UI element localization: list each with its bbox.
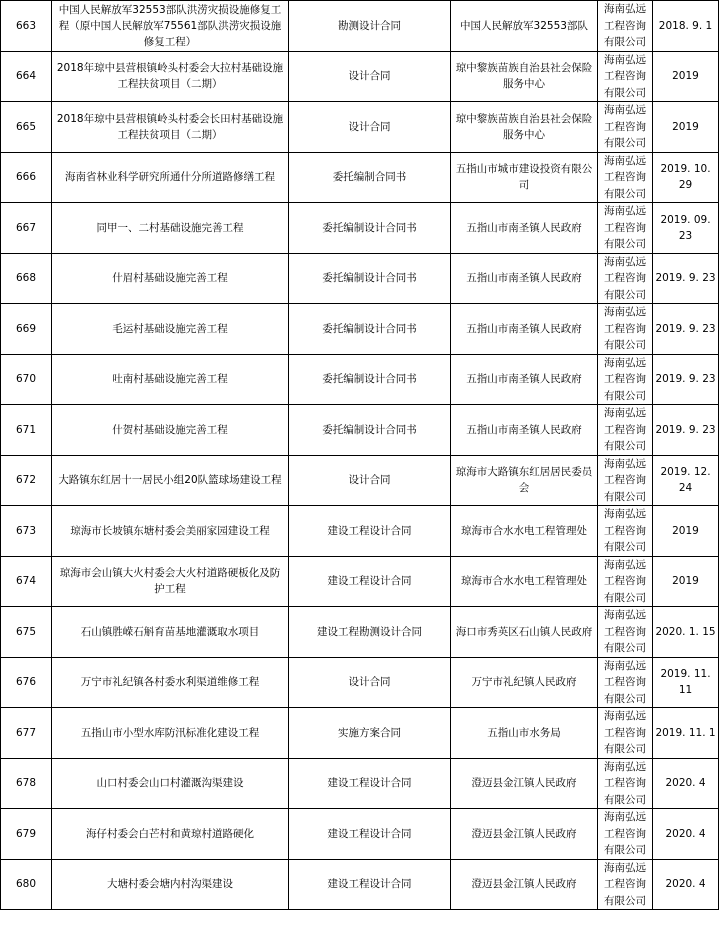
- contract-type: 勘测设计合同: [289, 1, 451, 52]
- consultant-company: 海南弘远工程咨询有限公司: [598, 506, 653, 557]
- consultant-company: 海南弘远工程咨询有限公司: [598, 51, 653, 102]
- client-name: 琼中黎族苗族自治县社会保险服务中心: [451, 102, 598, 153]
- contract-type: 设计合同: [289, 102, 451, 153]
- row-number: 670: [1, 354, 52, 405]
- row-number: 674: [1, 556, 52, 607]
- project-name: 大路镇东红居十一居民小组20队篮球场建设工程: [52, 455, 289, 506]
- contract-date: 2019. 9. 23: [653, 253, 719, 304]
- contract-date: 2019. 9. 23: [653, 405, 719, 456]
- row-number: 678: [1, 758, 52, 809]
- row-number: 667: [1, 203, 52, 254]
- table-row: [1, 152, 719, 203]
- client-name: 五指山市南圣镇人民政府: [451, 304, 598, 355]
- row-number: 663: [1, 1, 52, 52]
- contract-date: 2020. 4: [653, 809, 719, 860]
- contract-date: 2019: [653, 556, 719, 607]
- contract-date: 2019. 09. 23: [653, 203, 719, 254]
- row-number: 666: [1, 152, 52, 203]
- project-name: 2018年琼中县营根镇岭头村委会大拉村基础设施工程扶贫项目（二期）: [52, 51, 289, 102]
- contract-type: 建设工程设计合同: [289, 758, 451, 809]
- consultant-company: 海南弘远工程咨询有限公司: [598, 859, 653, 910]
- contract-date: 2020. 1. 15: [653, 607, 719, 658]
- row-number: 671: [1, 405, 52, 456]
- consultant-company: 海南弘远工程咨询有限公司: [598, 657, 653, 708]
- client-name: 琼海市大路镇东红居居民委员会: [451, 455, 598, 506]
- contract-date: 2019. 11. 1: [653, 708, 719, 759]
- contract-date: 2019: [653, 102, 719, 153]
- contract-date: 2019. 11. 11: [653, 657, 719, 708]
- consultant-company: 海南弘远工程咨询有限公司: [598, 708, 653, 759]
- consultant-company: 海南弘远工程咨询有限公司: [598, 809, 653, 860]
- table-row: [1, 708, 719, 759]
- project-name: 什贺村基础设施完善工程: [52, 405, 289, 456]
- contract-type: 建设工程设计合同: [289, 859, 451, 910]
- consultant-company: 海南弘远工程咨询有限公司: [598, 253, 653, 304]
- row-number: 668: [1, 253, 52, 304]
- contract-type: 建设工程设计合同: [289, 809, 451, 860]
- contract-date: 2020. 4: [653, 859, 719, 910]
- project-name: 中国人民解放军32553部队洪涝灾损设施修复工程（原中国人民解放军75561部队洪涝灾损设施修复工程）: [52, 1, 289, 52]
- contract-date: 2019. 10. 29: [653, 152, 719, 203]
- project-name: 同甲一、二村基础设施完善工程: [52, 203, 289, 254]
- client-name: 澄迈县金江镇人民政府: [451, 809, 598, 860]
- contract-type: 委托编制设计合同书: [289, 405, 451, 456]
- client-name: 五指山市南圣镇人民政府: [451, 354, 598, 405]
- client-name: 琼中黎族苗族自治县社会保险服务中心: [451, 51, 598, 102]
- project-name: 琼海市会山镇大火村委会大火村道路硬板化及防护工程: [52, 556, 289, 607]
- contract-date: 2019. 9. 23: [653, 304, 719, 355]
- table-row: [1, 455, 719, 506]
- row-number: 676: [1, 657, 52, 708]
- contract-type: 设计合同: [289, 657, 451, 708]
- table-row: [1, 758, 719, 809]
- contract-type: 建设工程勘测设计合同: [289, 607, 451, 658]
- project-name: 吐南村基础设施完善工程: [52, 354, 289, 405]
- contract-type: 实施方案合同: [289, 708, 451, 759]
- consultant-company: 海南弘远工程咨询有限公司: [598, 304, 653, 355]
- consultant-company: 海南弘远工程咨询有限公司: [598, 405, 653, 456]
- project-name: 毛运村基础设施完善工程: [52, 304, 289, 355]
- row-number: 672: [1, 455, 52, 506]
- client-name: 五指山市水务局: [451, 708, 598, 759]
- row-number: 673: [1, 506, 52, 557]
- consultant-company: 海南弘远工程咨询有限公司: [598, 758, 653, 809]
- contract-type: 委托编制设计合同书: [289, 203, 451, 254]
- consultant-company: 海南弘远工程咨询有限公司: [598, 152, 653, 203]
- client-name: 五指山市南圣镇人民政府: [451, 405, 598, 456]
- table-row: [1, 102, 719, 153]
- contract-date: 2019: [653, 506, 719, 557]
- client-name: 万宁市礼纪镇人民政府: [451, 657, 598, 708]
- table-row: [1, 859, 719, 910]
- contract-type: 设计合同: [289, 51, 451, 102]
- table-row: [1, 809, 719, 860]
- row-number: 664: [1, 51, 52, 102]
- project-name: 琼海市长坡镇东塘村委会美丽家园建设工程: [52, 506, 289, 557]
- project-name: 2018年琼中县营根镇岭头村委会长田村基础设施工程扶贫项目（二期）: [52, 102, 289, 153]
- row-number: 680: [1, 859, 52, 910]
- project-name: 海仔村委会白芒村和黄琼村道路硬化: [52, 809, 289, 860]
- consultant-company: 海南弘远工程咨询有限公司: [598, 455, 653, 506]
- consultant-company: 海南弘远工程咨询有限公司: [598, 102, 653, 153]
- contract-type: 委托编制设计合同书: [289, 304, 451, 355]
- project-name: 大塘村委会塘内村沟渠建设: [52, 859, 289, 910]
- contract-table-body: [1, 1, 719, 910]
- consultant-company: 海南弘远工程咨询有限公司: [598, 354, 653, 405]
- contract-date: 2018. 9. 1: [653, 1, 719, 52]
- client-name: 五指山市城市建设投资有限公司: [451, 152, 598, 203]
- row-number: 675: [1, 607, 52, 658]
- client-name: 琼海市合水水电工程管理处: [451, 556, 598, 607]
- contract-date: 2019. 12. 24: [653, 455, 719, 506]
- consultant-company: 海南弘远工程咨询有限公司: [598, 203, 653, 254]
- client-name: 澄迈县金江镇人民政府: [451, 758, 598, 809]
- table-row: [1, 354, 719, 405]
- client-name: 五指山市南圣镇人民政府: [451, 253, 598, 304]
- table-row: [1, 657, 719, 708]
- project-name: 山口村委会山口村灌溉沟渠建设: [52, 758, 289, 809]
- project-name: 万宁市礼纪镇各村委水利渠道维修工程: [52, 657, 289, 708]
- table-row: [1, 1, 719, 52]
- table-row: [1, 304, 719, 355]
- row-number: 665: [1, 102, 52, 153]
- project-name: 石山镇胜嵘石斛育苗基地灌溉取水项目: [52, 607, 289, 658]
- contract-date: 2020. 4: [653, 758, 719, 809]
- project-name: 什眉村基础设施完善工程: [52, 253, 289, 304]
- project-name: 五指山市小型水库防汛标准化建设工程: [52, 708, 289, 759]
- consultant-company: 海南弘远工程咨询有限公司: [598, 607, 653, 658]
- row-number: 669: [1, 304, 52, 355]
- consultant-company: 海南弘远工程咨询有限公司: [598, 556, 653, 607]
- contract-type: 委托编制设计合同书: [289, 354, 451, 405]
- client-name: 五指山市南圣镇人民政府: [451, 203, 598, 254]
- client-name: 中国人民解放军32553部队: [451, 1, 598, 52]
- consultant-company: 海南弘远工程咨询有限公司: [598, 1, 653, 52]
- contract-date: 2019. 9. 23: [653, 354, 719, 405]
- contract-type: 建设工程设计合同: [289, 556, 451, 607]
- table-row: [1, 253, 719, 304]
- client-name: 澄迈县金江镇人民政府: [451, 859, 598, 910]
- client-name: 海口市秀英区石山镇人民政府: [451, 607, 598, 658]
- contract-date: 2019: [653, 51, 719, 102]
- project-name: 海南省林业科学研究所通什分所道路修缮工程: [52, 152, 289, 203]
- table-row: [1, 203, 719, 254]
- client-name: 琼海市合水水电工程管理处: [451, 506, 598, 557]
- table-row: [1, 51, 719, 102]
- contract-type: 建设工程设计合同: [289, 506, 451, 557]
- contract-type: 设计合同: [289, 455, 451, 506]
- contract-type: 委托编制设计合同书: [289, 253, 451, 304]
- row-number: 677: [1, 708, 52, 759]
- table-row: [1, 405, 719, 456]
- row-number: 679: [1, 809, 52, 860]
- table-row: [1, 506, 719, 557]
- table-row: [1, 556, 719, 607]
- table-row: [1, 607, 719, 658]
- contract-type: 委托编制合同书: [289, 152, 451, 203]
